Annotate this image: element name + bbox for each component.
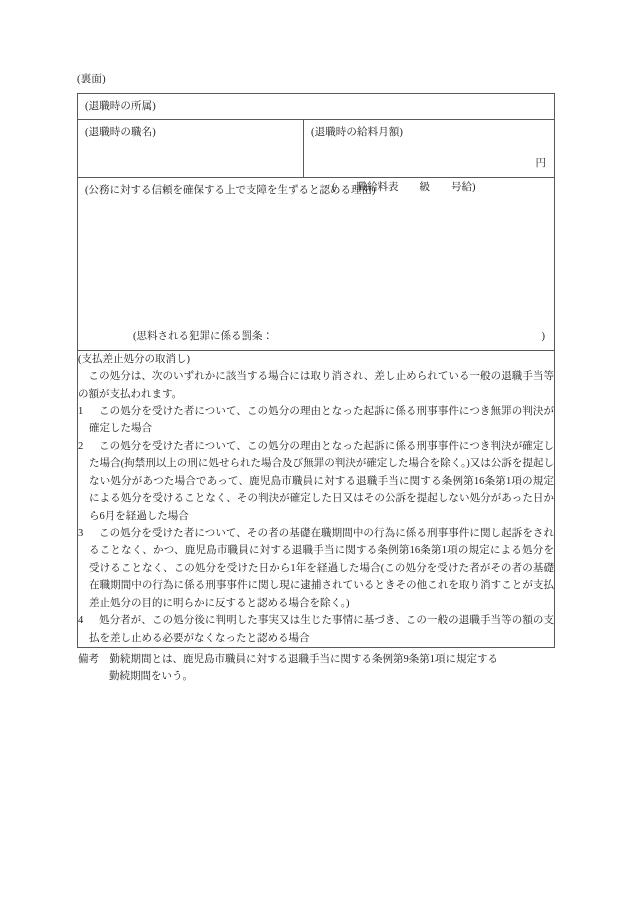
job-title-cell[interactable]: [78, 119, 304, 177]
affiliation-label: (退職時の所属): [85, 100, 156, 112]
job-title-label: (退職時の職名): [85, 126, 156, 138]
cancellation-title: (支払差止処分の取消し): [78, 353, 190, 365]
remarks-label: 備考: [78, 653, 99, 665]
remarks-line-2: 勤続期間をいう。: [109, 671, 193, 683]
clause-number: 3: [78, 527, 84, 539]
back-side-label: (裏面): [77, 74, 106, 85]
table-row-affiliation: [78, 93, 555, 119]
cancellation-cell: [78, 350, 555, 647]
salary-grade-line: ( 職給料表 級 号給): [332, 181, 476, 193]
table-row-cancellation: [78, 350, 555, 647]
clause-number: 1: [78, 406, 84, 418]
penal-article-row: [78, 328, 554, 345]
clause-text: 処分者が、この処分後に判明した事実又は生じた事情に基づき、この一般の退職手当等の額の支払を差し止める必要がなくなったと認める場合: [89, 615, 555, 644]
clause-item: [78, 403, 554, 438]
reason-label: (公務に対する信頼を確保する上で支障を生ずると認める理由): [85, 184, 376, 196]
clause-item: [78, 525, 554, 612]
reason-cell[interactable]: [78, 177, 555, 350]
penal-article-close-paren: ): [541, 330, 546, 342]
retirement-form-table: [77, 93, 555, 648]
clause-number: 2: [78, 440, 84, 452]
clause-number: 4: [78, 615, 84, 627]
clause-item: [78, 438, 554, 525]
cancellation-lead-text: この処分は、次のいずれかに該当する場合には取り消され、差し止められている一般の退職手当等の額が支払われます。: [78, 371, 555, 400]
salary-label: (退職時の給料月額): [311, 126, 403, 138]
clause-text: この処分を受けた者について、この処分の理由となった起訴に係る刑事事件につき無罪の判決が確定した場合: [89, 406, 555, 435]
cancellation-clause-list: [78, 403, 554, 647]
remarks-line-1: 勤続期間とは、鹿児島市職員に対する退職手当に関する条例第9条第1項に規定する: [109, 653, 498, 665]
table-row-job-and-salary: [78, 119, 555, 177]
penal-article-label: (思料される犯罪に係る罰条：: [133, 330, 273, 342]
clause-item: [78, 612, 554, 647]
table-row-reason: [78, 177, 555, 350]
salary-yen-unit: 円: [535, 157, 547, 169]
affiliation-cell[interactable]: [78, 93, 555, 119]
form-sheet: [77, 72, 554, 686]
salary-cell[interactable]: [304, 119, 555, 193]
clause-text: この処分を受けた者について、この処分の理由となった起訴に係る刑事事件につき判決が確定した場合(拘禁刑以上の刑に処せられた場合及び無罪の判決が確定した場合を除く。)又は公訴を提起しない処分があつた場合であって、鹿児島市職員に対する退職手当に関する条例第16条第1項の規定による処分を受けることなく、その判決が確定した日又はその公訴を提起しない処分があった日から6月を経過した場合: [89, 440, 555, 522]
remarks-block: [77, 651, 554, 686]
clause-text: この処分を受けた者について、その者の基礎在職期間中の行為に係る刑事事件に関し起訴をされることなく、かつ、鹿児島市職員に対する退職手当に関する条例第16条第1項の規定による処分を受けることなく、この処分を受けた日から1年を経過した場合(この処分を受けた者がその者の基礎在職期間中の行為に係る刑事事件に関し現に逮捕されているときその他これを取り消すことが支払差止処分の目的に明らかに反すると認める場合を除く。): [89, 527, 555, 609]
